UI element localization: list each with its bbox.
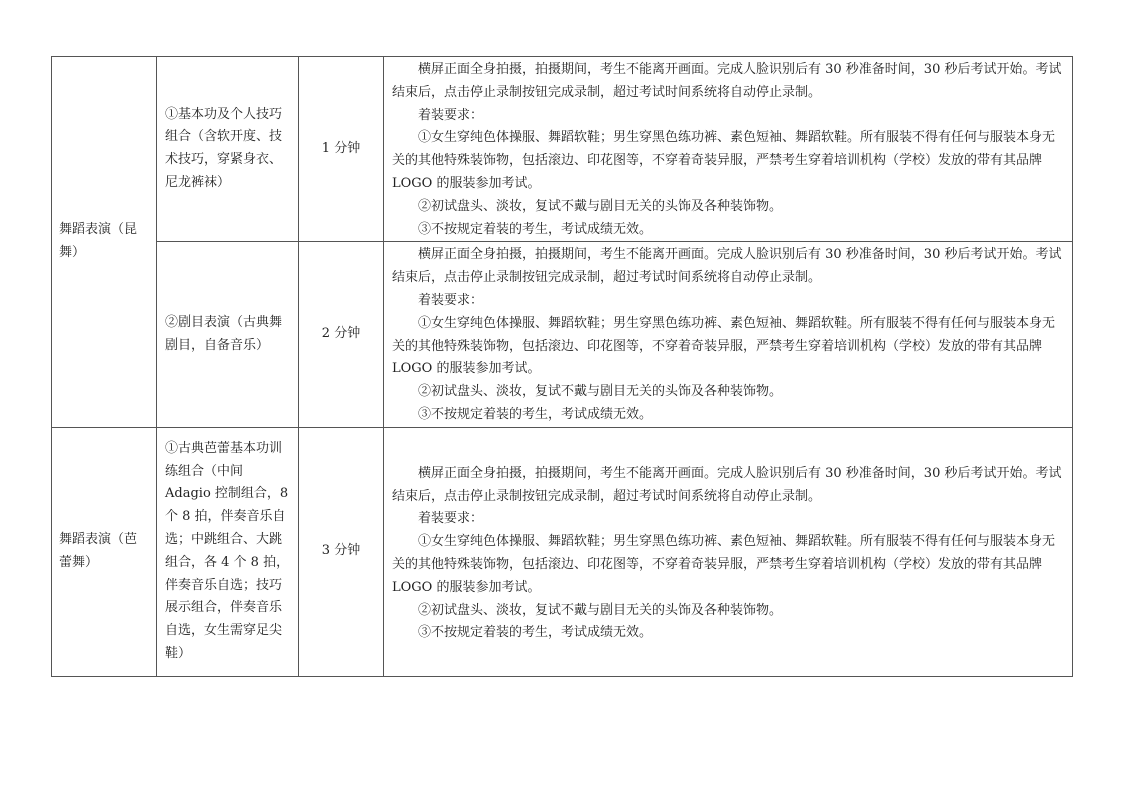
duration-cell: 1 分钟 (299, 57, 384, 242)
table-row (52, 427, 1073, 676)
requirement-paragraph: ③不按规定着装的考生，考试成绩无效。 (418, 406, 653, 422)
category-cell: 舞蹈表演（昆舞） (52, 57, 157, 428)
exam-requirements-table (51, 56, 1073, 677)
duration-cell: 2 分钟 (299, 242, 384, 427)
requirement-paragraph: 横屏正面全身拍摄，拍摄期间，考生不能离开画面。完成人脸识别后有 30 秒准备时间，30 秒后考试开始。考试结束后，点击停止录制按钮完成录制，超过考试时间系统将自动停止录制。 (392, 62, 1062, 100)
requirement-paragraph: ③不按规定着装的考生，考试成绩无效。 (418, 625, 653, 641)
requirement-paragraph: ①女生穿纯色体操服、舞蹈软鞋；男生穿黑色练功裤、素色短袖、舞蹈软鞋。所有服装不得有任何与服装本身无关的其他特殊装饰物，包括滚边、印花图等，不穿着奇装异服，严禁考生穿着培训机构（学校）发放的带有其品牌 LOGO 的服装参加考试。 (392, 534, 1056, 595)
requirement-paragraph: 横屏正面全身拍摄，拍摄期间，考生不能离开画面。完成人脸识别后有 30 秒准备时间，30 秒后考试开始。考试结束后，点击停止录制按钮完成录制，超过考试时间系统将自动停止录制。 (392, 247, 1062, 286)
requirement-paragraph: 横屏正面全身拍摄，拍摄期间，考生不能离开画面。完成人脸识别后有 30 秒准备时间，30 秒后考试开始。考试结束后，点击停止录制按钮完成录制，超过考试时间系统将自动停止录制。 (392, 465, 1062, 504)
requirement-paragraph: ②初试盘头、淡妆，复试不戴与剧目无关的头饰及各种装饰物。 (418, 602, 783, 618)
table-row (52, 242, 1073, 427)
exam-item-cell: ②剧目表演（古典舞剧目，自备音乐） (157, 242, 299, 427)
requirements-cell (384, 242, 1073, 427)
duration-cell: 3 分钟 (299, 427, 384, 676)
exam-item-cell: ①古典芭蕾基本功训练组合（中间 Adagio 控制组合，8 个 8 拍，伴奏音乐自选；中跳组合、大跳组合，各 4 个 8 拍，伴奏音乐自选；技巧展示组合，伴奏音乐自选，女生需穿足尖鞋） (157, 427, 299, 676)
requirement-paragraph: ①女生穿纯色体操服、舞蹈软鞋；男生穿黑色练功裤、素色短袖、舞蹈软鞋。所有服装不得有任何与服装本身无关的其他特殊装饰物，包括滚边、印花图等，不穿着奇装异服，严禁考生穿着培训机构（学校）发放的带有其品牌 LOGO 的服装参加考试。 (392, 315, 1056, 377)
requirement-paragraph: 着装要求： (418, 511, 484, 527)
requirements-cell (384, 57, 1073, 242)
category-cell: 舞蹈表演（芭蕾舞） (52, 427, 157, 676)
requirement-paragraph: ③不按规定着装的考生，考试成绩无效。 (418, 221, 653, 237)
requirement-paragraph: ①女生穿纯色体操服、舞蹈软鞋；男生穿黑色练功裤、素色短袖、舞蹈软鞋。所有服装不得有任何与服装本身无关的其他特殊装饰物，包括滚边、印花图等，不穿着奇装异服，严禁考生穿着培训机构（学校）发放的带有其品牌 LOGO 的服装参加考试。 (392, 130, 1056, 191)
exam-item-cell: ①基本功及个人技巧组合（含软开度、技术技巧，穿紧身衣、尼龙裤袜） (157, 57, 299, 242)
requirement-paragraph: ②初试盘头、淡妆，复试不戴与剧目无关的头饰及各种装饰物。 (418, 384, 783, 400)
table-row (52, 57, 1073, 242)
requirements-cell (384, 427, 1073, 676)
requirement-paragraph: 着装要求： (418, 107, 484, 123)
requirement-paragraph: 着装要求： (418, 292, 484, 308)
requirement-paragraph: ②初试盘头、淡妆，复试不戴与剧目无关的头饰及各种装饰物。 (418, 198, 783, 214)
